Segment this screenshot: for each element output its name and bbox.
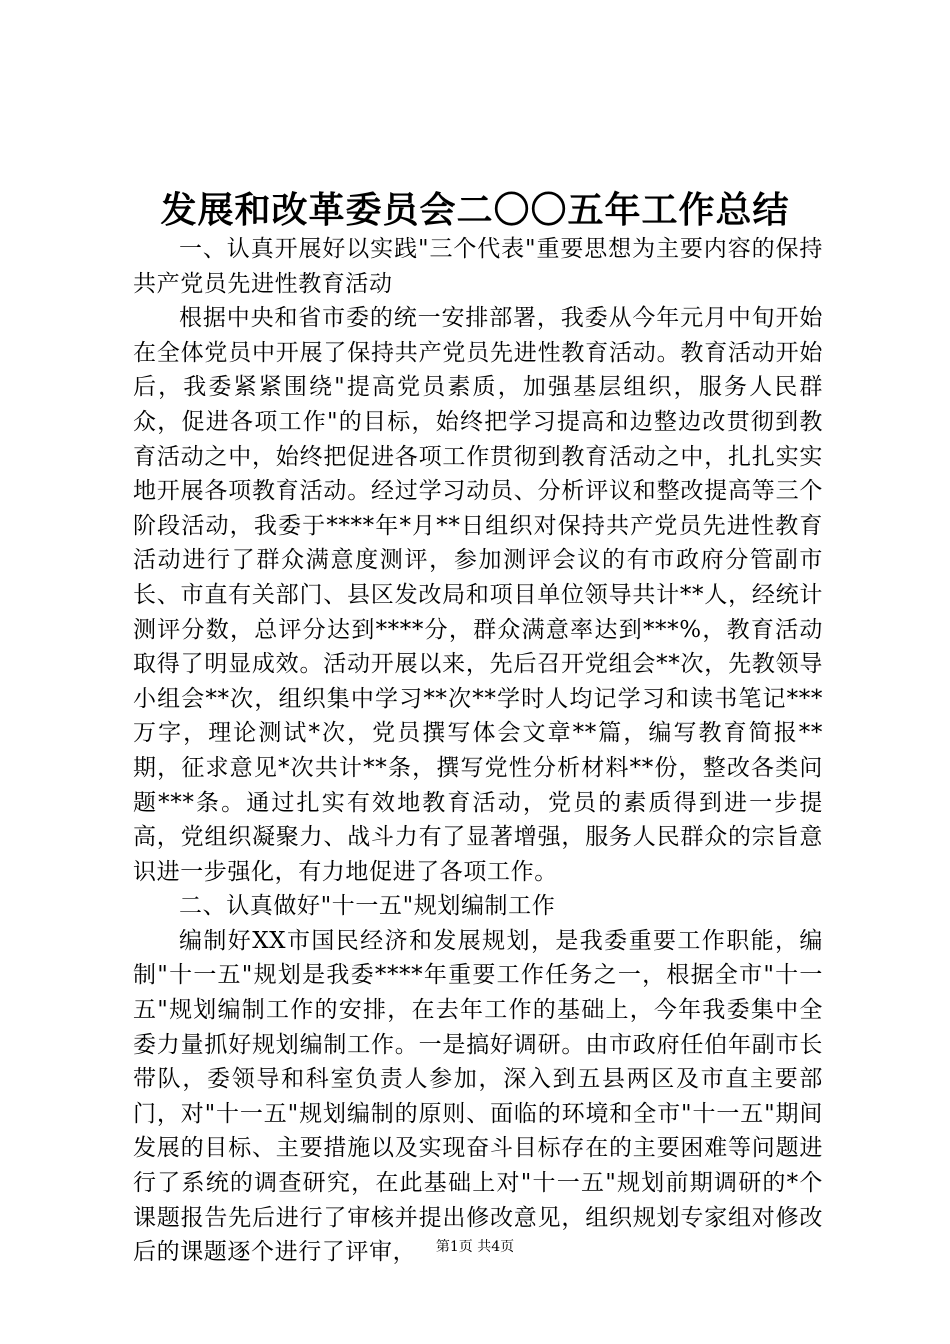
section-heading-2: 二、认真做好"十一五"规划编制工作 — [179, 893, 556, 920]
section-heading-1: 一、认真开展好以实践"三个代表"重要思想为主要内容的保持共产党员先进性教育活动 — [133, 236, 823, 297]
document-body — [133, 232, 823, 1270]
paragraph-planning-work: 编制好XX市国民经济和发展规划，是我委重要工作职能，编制"十一五"规划是我委****年重要工作任务之一，根据全市"十一五"规划编制工作的安排，在去年工作的基础上，今年我委集中全委力量抓好规划编制工作。一是搞好调研。由市政府任伯年副市长带队，委领导和科室负责人参加，深入到五县两区及市直主要部门，对"十一五"规划编制的原则、面临的环境和全市"十一五"期间发展的目标、主要措施以及实现奋斗目标存在的主要困难等问题进行了系统的调查研究，在此基础上对"十一五"规划前期调研的*个课题报告先后进行了审核并提出修改意见，组织规划专家组对修改后的课题逐个进行了评审， — [133, 927, 823, 1266]
paragraph-education-activity: 根据中央和省市委的统一安排部署，我委从今年元月中旬开始在全体党员中开展了保持共产党员先进性教育活动。教育活动开始后，我委紧紧围绕"提高党员素质，加强基层组织，服务人民群众，促进各项工作"的目标，始终把学习提高和边整边改贯彻到教育活动之中，始终把促进各项工作贯彻到教育活动之中，扎扎实实地开展各项教育活动。经过学习动员、分析评议和整改提高等三个阶段活动，我委于****年*月**日组织对保持共产党员先进性教育活动进行了群众满意度测评，参加测评会议的有市政府分管副市长、市直有关部门、县区发改局和项目单位领导共计**人，经统计测评分数，总评分达到****分，群众满意率达到***%，教育活动取得了明显成效。活动开展以来，先后召开党组会**次，先教领导小组会**次，组织集中学习**次**学时人均记学习和读书笔记***万字，理论测试*次，党员撰写体会文章**篇，编写教育简报**期，征求意见*次共计**条，撰写党性分析材料**份，整改各类问题***条。通过扎实有效地教育活动，党员的素质得到进一步提高，党组织凝聚力、战斗力有了显著增强，服务人民群众的宗旨意识进一步强化，有力地促进了各项工作。 — [133, 305, 823, 885]
page-footer: 第1页 共4页 — [435, 1239, 515, 1255]
document-title: 发展和改革委员会二〇〇五年工作总结 — [160, 189, 790, 231]
